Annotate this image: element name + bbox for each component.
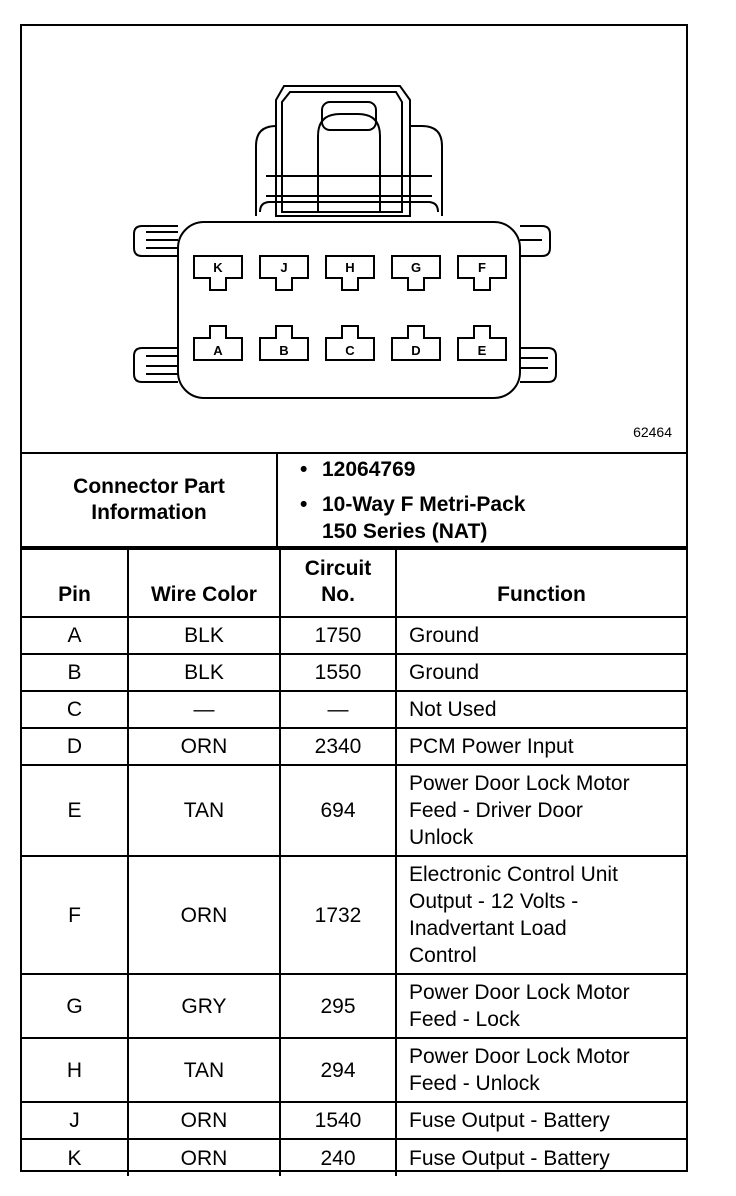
pin-cell: F: [22, 856, 128, 974]
pin-cell: B: [22, 654, 128, 691]
table-row: [22, 765, 686, 856]
connector-part-info: [22, 452, 686, 548]
circuit-number-cell: 295: [280, 974, 396, 1038]
figure-id: 62464: [633, 424, 672, 440]
pin-label: K: [213, 260, 223, 275]
function-cell: [396, 974, 686, 1038]
connector-sheet: [20, 24, 688, 1172]
connector-description-line1: 10-Way F Metri-Pack: [322, 493, 526, 516]
function-line: Feed - Unlock: [409, 1072, 540, 1095]
pin-label: D: [411, 343, 421, 358]
pin-label: G: [410, 260, 422, 275]
connector-info-label-line1: Connector Part: [73, 475, 225, 498]
circuit-number-cell: 294: [280, 1038, 396, 1102]
circuit-number-cell: 694: [280, 765, 396, 856]
pin-cavity-top-4: [458, 256, 506, 290]
wire-color-cell: ORN: [128, 856, 280, 974]
function-cell: [396, 691, 686, 728]
table-header-row: [22, 549, 686, 617]
function-cell: [396, 1038, 686, 1102]
circuit-number-cell: 1750: [280, 617, 396, 654]
bullet-icon: •: [300, 458, 308, 481]
description-line-2: [322, 518, 487, 545]
wire-color-cell: ORN: [128, 1139, 280, 1176]
wire-color-cell: ORN: [128, 1102, 280, 1139]
circuit-number-cell: 1550: [280, 654, 396, 691]
connector-face-drawing: [22, 26, 686, 452]
function-line: Fuse Output - Battery: [409, 1146, 610, 1170]
function-cell: [396, 1139, 686, 1176]
function-line: Control: [409, 944, 477, 967]
pin-label: E: [477, 343, 487, 358]
pin-cavity-bottom-2: [326, 326, 374, 360]
wire-color-cell: GRY: [128, 974, 280, 1038]
function-line: Feed - Lock: [409, 1008, 520, 1031]
connector-diagram: [22, 26, 686, 452]
pin-cavity-bottom-1: [260, 326, 308, 360]
pinout-table: [22, 548, 686, 1176]
function-line: Electronic Control Unit: [409, 863, 618, 886]
wire-color-cell: BLK: [128, 654, 280, 691]
header-function: Function: [396, 549, 686, 617]
pin-cell: J: [22, 1102, 128, 1139]
function-cell: [396, 1102, 686, 1139]
pin-cavity-top-2: [326, 256, 374, 290]
wire-color-cell: TAN: [128, 765, 280, 856]
table-row: [22, 1139, 686, 1176]
circuit-number-cell: 240: [280, 1139, 396, 1176]
table-row: [22, 654, 686, 691]
function-line: Power Door Lock Motor: [409, 981, 630, 1004]
wire-color-cell: BLK: [128, 617, 280, 654]
circuit-number-cell: 2340: [280, 728, 396, 765]
header-circuit-no: [280, 549, 396, 617]
function-cell: [396, 617, 686, 654]
wire-color-cell: —: [128, 691, 280, 728]
pin-cell: D: [22, 728, 128, 765]
function-cell: [396, 654, 686, 691]
function-line: Ground: [409, 661, 480, 684]
function-line: Inadvertant Load: [409, 917, 567, 940]
pin-cell: K: [22, 1139, 128, 1176]
circuit-number-cell: 1732: [280, 856, 396, 974]
pin-cavity-bottom-3: [392, 326, 440, 360]
part-number: 12064769: [322, 458, 416, 481]
function-line: PCM Power Input: [409, 735, 574, 758]
wire-color-cell: TAN: [128, 1038, 280, 1102]
table-row: [22, 974, 686, 1038]
connector-info-label-line2: Information: [91, 501, 207, 524]
pin-label: F: [478, 260, 486, 275]
function-line: Ground: [409, 624, 480, 647]
function-line: Output - 12 Volts -: [409, 890, 579, 913]
header-pin: Pin: [22, 549, 128, 617]
wire-color-cell: ORN: [128, 728, 280, 765]
bullet-icon: •: [300, 493, 308, 516]
pin-cavity-top-1: [260, 256, 308, 290]
description-line: [300, 491, 526, 518]
header-circuit-line2: No.: [321, 583, 355, 606]
pin-cell: E: [22, 765, 128, 856]
pin-cavity-bottom-0: [194, 326, 242, 360]
header-wire-color: Wire Color: [128, 549, 280, 617]
function-line: Unlock: [409, 826, 474, 849]
connector-info-details: [278, 454, 686, 546]
pin-label: J: [280, 260, 288, 275]
pin-cavity-top-0: [194, 256, 242, 290]
pin-cell: H: [22, 1038, 128, 1102]
function-line: Power Door Lock Motor: [409, 1045, 630, 1068]
function-line: Power Door Lock Motor: [409, 772, 630, 795]
circuit-number-cell: —: [280, 691, 396, 728]
table-row: [22, 728, 686, 765]
function-line: Fuse Output - Battery: [409, 1109, 610, 1132]
function-cell: [396, 728, 686, 765]
table-row: [22, 856, 686, 974]
pin-label: A: [213, 343, 223, 358]
pin-cell: C: [22, 691, 128, 728]
table-row: [22, 691, 686, 728]
table-row: [22, 617, 686, 654]
pin-label: B: [279, 343, 289, 358]
pin-cell: G: [22, 974, 128, 1038]
pin-label: C: [345, 343, 355, 358]
pin-cell: A: [22, 617, 128, 654]
circuit-number-cell: 1540: [280, 1102, 396, 1139]
table-row: [22, 1038, 686, 1102]
connector-description-line2: 150 Series (NAT): [322, 520, 488, 543]
header-circuit-line1: Circuit: [304, 557, 372, 580]
function-cell: [396, 856, 686, 974]
part-number-line: [300, 456, 416, 483]
table-row: [22, 1102, 686, 1139]
pin-cavity-bottom-4: [458, 326, 506, 360]
connector-info-label: [22, 454, 278, 546]
function-line: Not Used: [409, 698, 497, 721]
function-line: Feed - Driver Door: [409, 799, 583, 822]
pin-cavity-top-3: [392, 256, 440, 290]
function-cell: [396, 765, 686, 856]
pin-label: H: [345, 260, 355, 275]
